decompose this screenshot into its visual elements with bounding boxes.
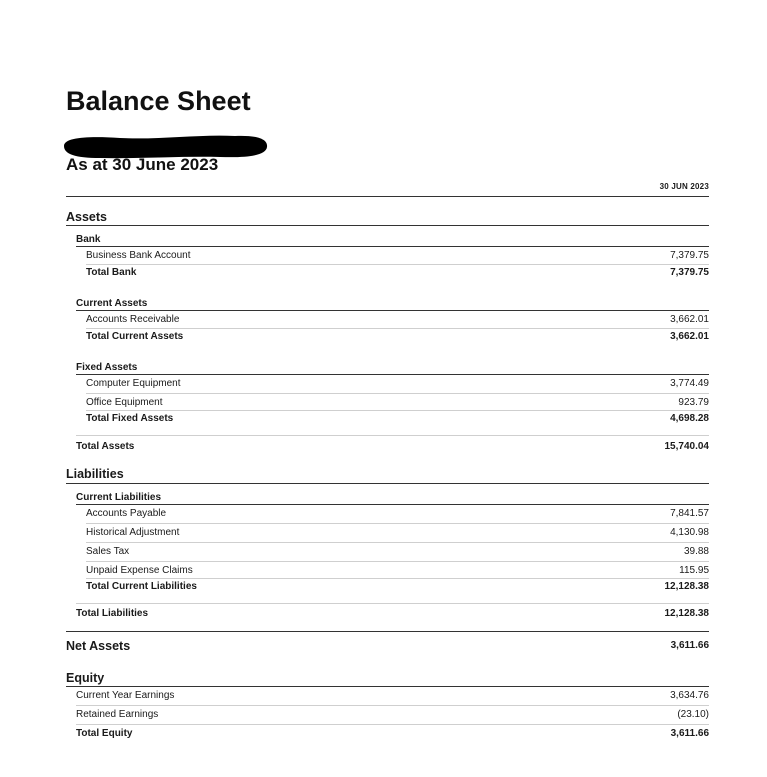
current-liabilities-rule	[76, 504, 709, 505]
total-value-equity: 3,611.66	[670, 728, 709, 739]
total-value-liabilities: 12,128.38	[664, 608, 709, 619]
liabilities-rule	[66, 483, 709, 484]
assets-rule	[66, 225, 709, 226]
group-fixed-assets: Fixed Assets	[76, 362, 138, 373]
fixed-assets-rule	[76, 374, 709, 375]
equity-rule	[66, 686, 709, 687]
column-header-date: 30 JUN 2023	[659, 182, 709, 191]
total-value-fixed-assets: 4,698.28	[670, 413, 709, 424]
total-label-bank: Total Bank	[86, 267, 137, 278]
row-value-current-year-earnings: 3,634.76	[670, 690, 709, 701]
row-label-business-bank: Business Bank Account	[86, 250, 191, 261]
row-divider	[86, 523, 709, 524]
header-rule	[66, 196, 709, 197]
total-label-current-assets: Total Current Assets	[86, 331, 184, 342]
row-divider	[76, 603, 709, 604]
row-divider	[86, 393, 709, 394]
row-divider	[76, 705, 709, 706]
total-value-assets: 15,740.04	[664, 441, 709, 452]
row-label-retained-earnings: Retained Earnings	[76, 709, 159, 720]
group-bank: Bank	[76, 234, 101, 245]
total-label-liabilities: Total Liabilities	[76, 608, 149, 619]
group-current-liabilities: Current Liabilities	[76, 492, 162, 503]
total-value-bank: 7,379.75	[670, 267, 709, 278]
current-assets-rule	[76, 310, 709, 311]
row-value-accounts-receivable: 3,662.01	[670, 314, 709, 325]
row-divider	[86, 328, 709, 329]
row-divider	[86, 264, 709, 265]
total-value-current-liabilities: 12,128.38	[664, 581, 709, 592]
row-divider	[86, 542, 709, 543]
bank-rule	[76, 246, 709, 247]
group-current-assets: Current Assets	[76, 298, 148, 309]
report-date-subtitle: As at 30 June 2023	[66, 155, 219, 174]
row-divider	[86, 410, 709, 411]
row-value-computer-equipment: 3,774.49	[670, 378, 709, 389]
total-label-assets: Total Assets	[76, 441, 135, 452]
row-label-current-year-earnings: Current Year Earnings	[76, 690, 175, 701]
row-value-unpaid-expense-claims: 115.95	[679, 565, 709, 576]
row-divider	[76, 724, 709, 725]
row-value-business-bank: 7,379.75	[670, 250, 709, 261]
section-net-assets: Net Assets	[66, 639, 131, 653]
row-value-sales-tax: 39.88	[683, 546, 709, 557]
total-label-current-liabilities: Total Current Liabilities	[86, 581, 197, 592]
report-title: Balance Sheet	[66, 86, 251, 116]
total-value-current-assets: 3,662.01	[670, 331, 709, 342]
row-value-retained-earnings: (23.10)	[677, 709, 709, 720]
row-label-sales-tax: Sales Tax	[86, 546, 130, 557]
row-value-office-equipment: 923.79	[678, 397, 709, 408]
row-label-office-equipment: Office Equipment	[86, 397, 163, 408]
row-label-accounts-payable: Accounts Payable	[86, 508, 167, 519]
total-label-equity: Total Equity	[76, 728, 133, 739]
section-assets: Assets	[66, 210, 107, 224]
row-divider	[76, 435, 709, 436]
row-divider	[86, 561, 709, 562]
total-label-fixed-assets: Total Fixed Assets	[86, 413, 174, 424]
row-label-unpaid-expense-claims: Unpaid Expense Claims	[86, 565, 193, 576]
row-divider	[86, 578, 709, 579]
section-liabilities: Liabilities	[66, 467, 124, 481]
row-value-accounts-payable: 7,841.57	[670, 508, 709, 519]
net-assets-rule	[66, 631, 709, 632]
row-label-accounts-receivable: Accounts Receivable	[86, 314, 180, 325]
row-value-historical-adjustment: 4,130.98	[670, 527, 709, 538]
row-label-computer-equipment: Computer Equipment	[86, 378, 181, 389]
row-label-historical-adjustment: Historical Adjustment	[86, 527, 180, 538]
net-assets-value: 3,611.66	[670, 640, 709, 651]
section-equity: Equity	[66, 671, 105, 685]
